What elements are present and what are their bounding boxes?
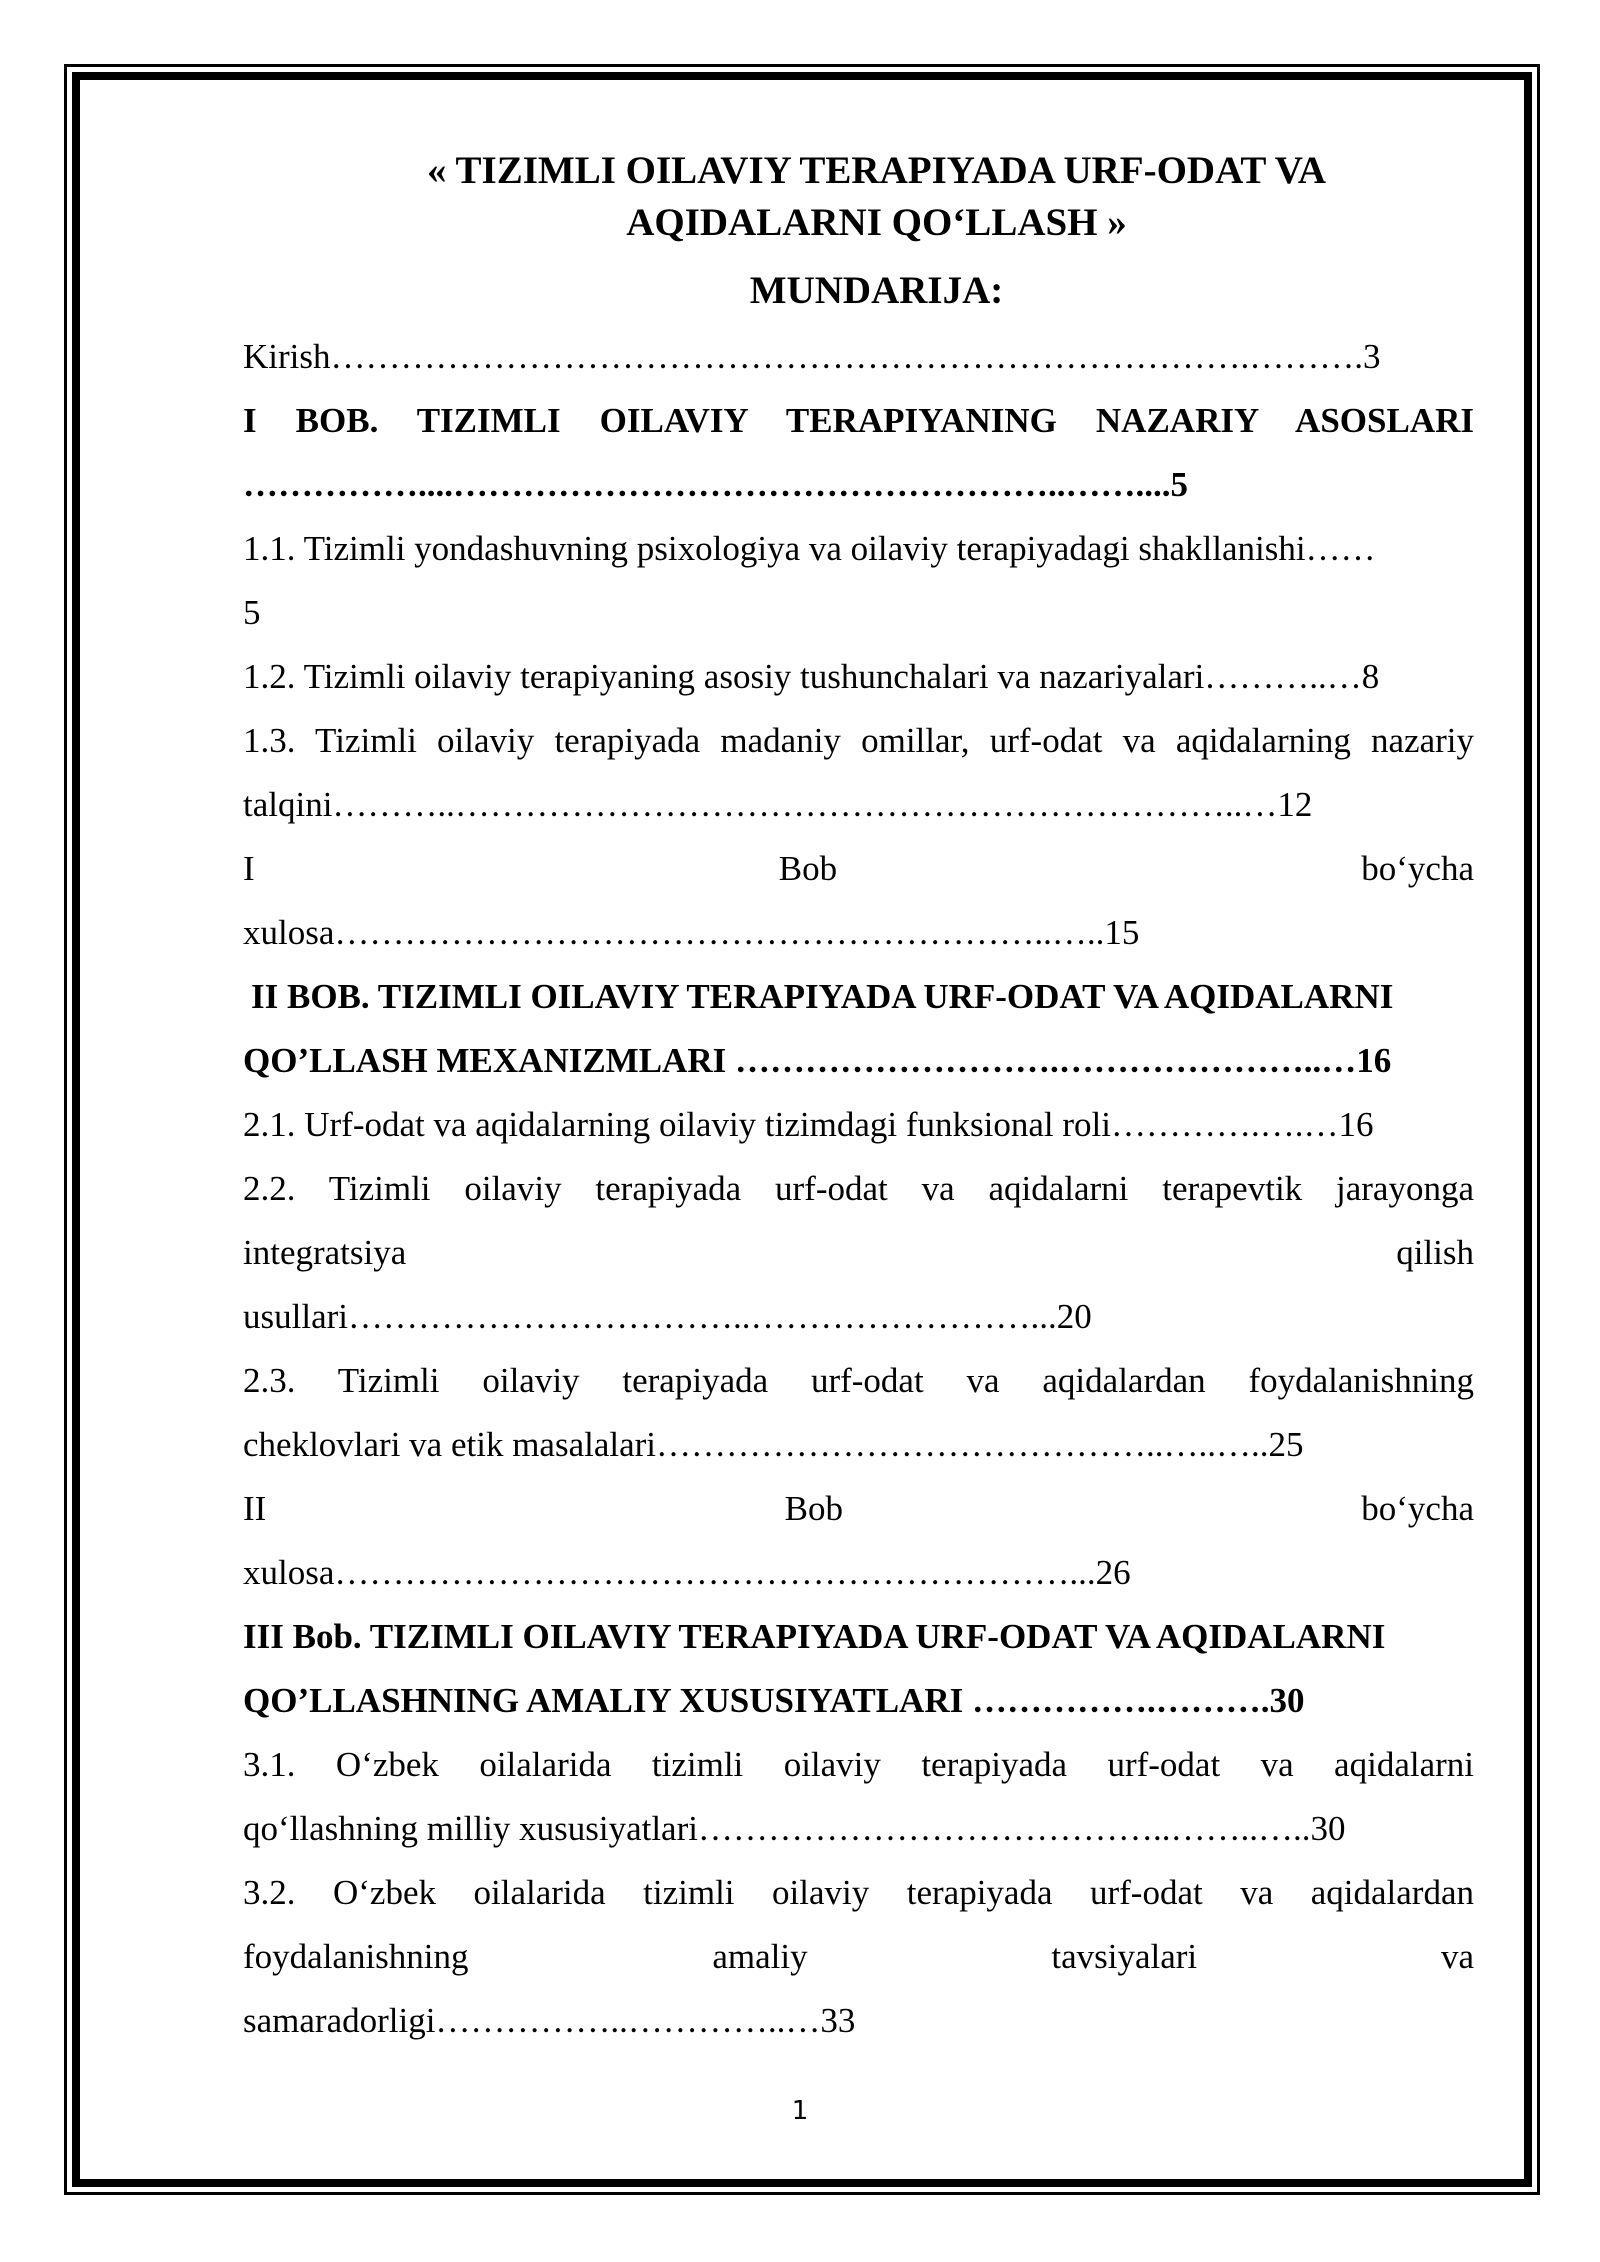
toc-entry-chapter-1[interactable] [243, 389, 1474, 517]
toc-entry-chapter-1-summary[interactable] [243, 837, 1474, 965]
toc-entry-text: 1.1. Tizimli yondashuvning psixologiya va oilaviy terapiyadagi shakllanishi…… [243, 529, 1376, 568]
word: va [1440, 1937, 1474, 1976]
toc-entry-text-2 [243, 1925, 1474, 1989]
toc-entry-text-2 [243, 1221, 1474, 1285]
toc-entry-text: 3.2. O‘zbek oilalarida tizimli oilaviy terapiyada urf-odat va aqidalardan [243, 1873, 1474, 1912]
word: tavsiyalari [1051, 1937, 1198, 1976]
toc-entry-3-2[interactable] [243, 1861, 1474, 2053]
toc-entry-text: 2.3. Tizimli oilaviy terapiyada urf-odat va aqidalardan foydalanishning [243, 1361, 1474, 1400]
toc-entry-2-3[interactable] [243, 1349, 1474, 1477]
word: bo‘ycha [1361, 849, 1474, 888]
word: qilish [1396, 1233, 1474, 1272]
toc-entry-leader: QO’LLASHNING AMALIY XUSUSIYATLARI …………….……….30 [243, 1681, 1305, 1720]
toc-entry-page: 5 [243, 593, 261, 632]
toc-entry-chapter-2[interactable] [243, 965, 1474, 1093]
toc-entry-text [243, 837, 1474, 901]
word: Bob [778, 849, 838, 888]
word: II [243, 1489, 267, 1528]
toc-entry-leader: usullari……………………………..……………………...20 [243, 1297, 1092, 1336]
toc-entry-leader: xulosa……………………………………………………..…..15 [243, 913, 1140, 952]
page-number: 1 [791, 2096, 809, 2126]
toc-entry-text: 2.2. Tizimli oilaviy terapiyada urf-odat va aqidalarni terapevtik jarayonga [243, 1169, 1474, 1208]
toc-entry-2-1[interactable]: 2.1. Urf-odat va aqidalarning oilaviy tizimdagi funksional roli………….….…16 [243, 1105, 1374, 1144]
title-line-2: AQIDALARNI QO‘LLASH » [626, 201, 1127, 244]
toc-entry-leader: cheklovlari va etik masalalari……………………………………..…..…..25 [243, 1425, 1304, 1464]
toc-entry-text: 3.1. O‘zbek oilalarida tizimli oilaviy terapiyada urf-odat va aqidalarni [243, 1745, 1474, 1784]
title-line-1: « TIZIMLI OILAVIY TERAPIYADA URF-ODAT VA [426, 149, 1327, 192]
toc-entry-chapter-2-summary[interactable] [243, 1477, 1474, 1605]
word: integratsiya [243, 1233, 407, 1272]
toc-entry-leader: QO’LLASH MEXANIZMLARI ……………………….…………………..…16 [243, 1041, 1392, 1080]
toc-heading: MUNDARIJA: [749, 269, 1004, 312]
toc-entry-text: 1.3. Tizimli oilaviy terapiyada madaniy omillar, urf-odat va aqidalarning nazariy [243, 721, 1474, 760]
table-of-contents [243, 325, 1474, 2053]
toc-entry-text [243, 1477, 1474, 1541]
word: I [243, 849, 255, 888]
toc-entry-leader: samaradorligi……………..…………..…33 [243, 2001, 856, 2040]
toc-entry-text: I BOB. TIZIMLI OILAVIY TERAPIYANING NAZARIY ASOSLARI [243, 401, 1474, 440]
toc-entry-text: II BOB. TIZIMLI OILAVIY TERAPIYADA URF-ODAT VA AQIDALARNI [251, 977, 1394, 1016]
toc-entry-leader: xulosa………………………………………………………...26 [243, 1553, 1131, 1592]
toc-entry-kirish[interactable]: Kirish…………………………………………………………………….……….3 [243, 337, 1381, 376]
document-title [243, 145, 1474, 249]
word: amaliy [712, 1937, 808, 1976]
toc-entry-1-2[interactable]: 1.2. Tizimli oilaviy terapiyaning asosiy tushunchalari va nazariyalari………..…8 [243, 657, 1380, 696]
toc-entry-leader: talqini………..…………………………………………………………..…12 [243, 785, 1313, 824]
toc-entry-chapter-3[interactable] [243, 1605, 1474, 1733]
toc-entry-text: III Bob. TIZIMLI OILAVIY TERAPIYADA URF-ODAT VA AQIDALARNI [243, 1617, 1386, 1656]
page-content [243, 145, 1474, 2053]
toc-entry-leader: ……………....……………………………………………..……....5 [243, 465, 1188, 504]
word: foydalanishning [243, 1937, 469, 1976]
word: Bob [784, 1489, 843, 1528]
toc-entry-3-1[interactable] [243, 1733, 1474, 1861]
toc-entry-2-2[interactable] [243, 1157, 1474, 1349]
toc-entry-1-1[interactable] [243, 517, 1474, 645]
toc-entry-1-3[interactable] [243, 709, 1474, 837]
word: bo‘ycha [1361, 1489, 1474, 1528]
toc-entry-leader: qo‘llashning milliy xususiyatlari…………………………………..……..…..30 [243, 1809, 1346, 1848]
